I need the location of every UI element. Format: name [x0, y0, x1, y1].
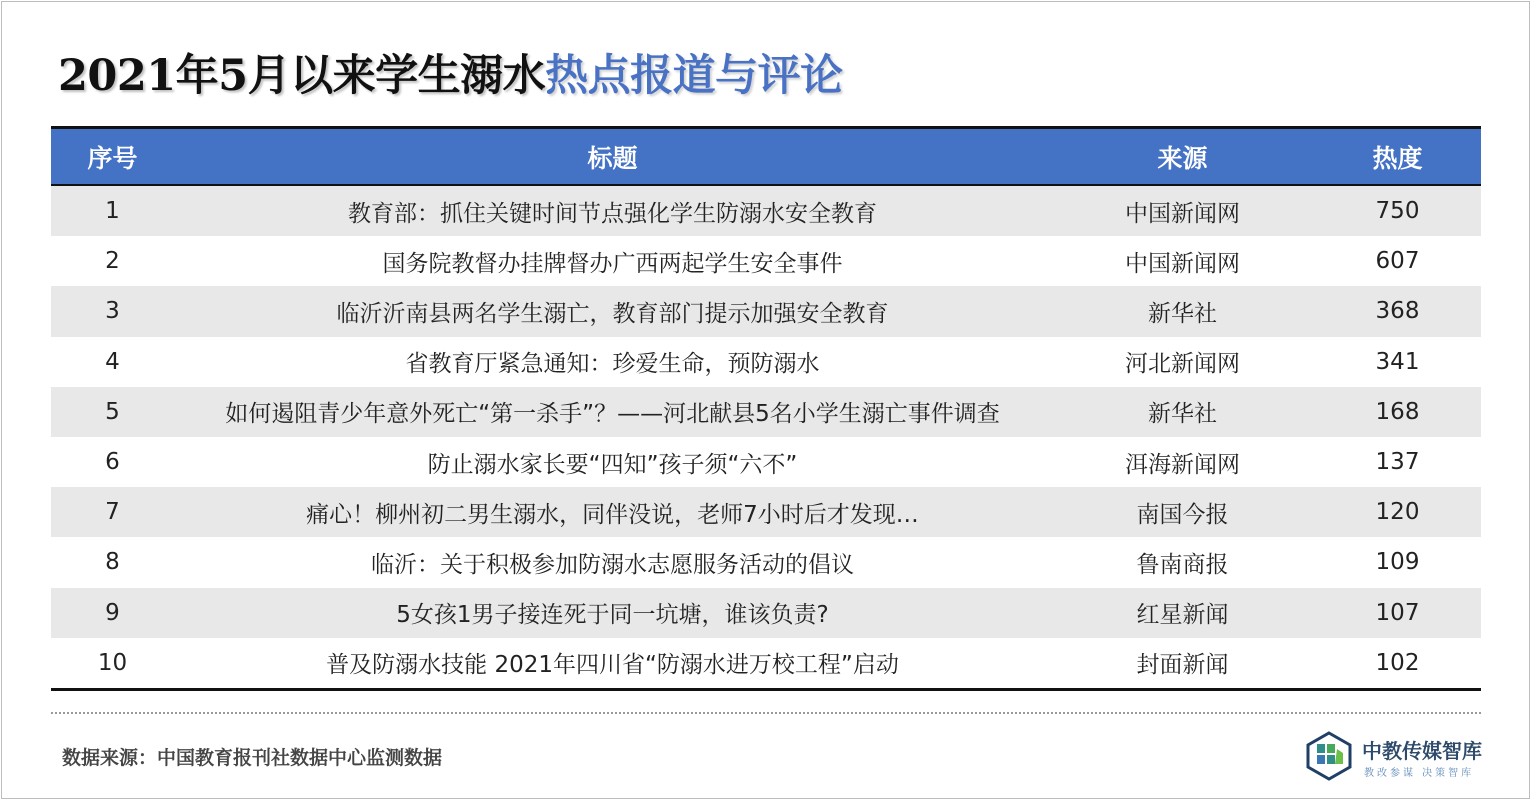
cell-no: 6 [105, 449, 120, 476]
cell-title: 临沂沂南县两名学生溺亡，教育部门提示加强安全教育 [336, 300, 889, 327]
table-row [51, 236, 1481, 286]
brand-logo [1304, 731, 1484, 785]
table-row [51, 487, 1481, 537]
table-header-row [51, 126, 1481, 186]
table-row [51, 286, 1481, 336]
cell-source: 红星新闻 [1136, 602, 1229, 629]
header-heat: 热度 [1372, 143, 1423, 173]
cell-title: 5女孩1男子接连死于同一坑塘，谁该负责? [396, 602, 829, 629]
cell-heat: 137 [1375, 449, 1420, 476]
table-bottom-rule [51, 688, 1481, 691]
cell-no: 4 [105, 348, 120, 375]
cell-no: 7 [105, 499, 120, 526]
title-black-part: 2021年5月以来学生溺水 [58, 51, 546, 101]
cell-title: 国务院教督办挂牌督办广西两起学生安全事件 [382, 250, 843, 277]
brand-logo-icon [1304, 731, 1354, 781]
cell-no: 8 [105, 549, 120, 576]
cell-heat: 109 [1375, 549, 1420, 576]
brand-name: 中教传媒智库 [1362, 739, 1482, 763]
cell-source: 封面新闻 [1136, 652, 1229, 679]
cell-heat: 168 [1375, 398, 1420, 425]
table-row [51, 387, 1481, 437]
table-row [51, 537, 1481, 587]
table-row [51, 437, 1481, 487]
cell-heat: 368 [1375, 298, 1420, 325]
cell-heat: 102 [1375, 649, 1420, 676]
cell-title: 教育部：抓住关键时间节点强化学生防溺水安全教育 [348, 200, 877, 227]
cell-title: 临沂：关于积极参加防溺水志愿服务活动的倡议 [371, 551, 854, 578]
brand-slogan: 教改参谋 决策智库 [1364, 768, 1475, 779]
cell-no: 10 [97, 649, 128, 676]
cell-no: 9 [105, 599, 120, 626]
cell-no: 2 [105, 248, 120, 275]
cell-source: 中国新闻网 [1125, 200, 1240, 227]
cell-source: 洱海新闻网 [1125, 451, 1240, 478]
header-title: 标题 [587, 143, 638, 173]
cell-heat: 120 [1375, 499, 1420, 526]
cell-source: 中国新闻网 [1125, 250, 1240, 277]
table-row [51, 337, 1481, 387]
cell-title: 如何遏阻青少年意外死亡“第一杀手”？——河北献县5名小学生溺亡事件调查 [225, 401, 1000, 428]
table-row [51, 638, 1481, 688]
page-title [58, 44, 843, 108]
cell-source: 南国今报 [1136, 501, 1229, 528]
table-row [51, 588, 1481, 638]
table-row [51, 186, 1481, 236]
news-table [51, 126, 1481, 691]
cell-heat: 107 [1375, 599, 1420, 626]
title-blue-part: 热点报道与评论 [545, 51, 843, 101]
cell-source: 鲁南商报 [1136, 551, 1229, 578]
cell-source: 河北新闻网 [1125, 351, 1240, 378]
cell-heat: 341 [1375, 348, 1420, 375]
cell-title: 普及防溺水技能 2021年四川省“防溺水进万校工程”启动 [326, 652, 899, 679]
cell-no: 3 [105, 298, 120, 325]
cell-no: 1 [105, 198, 120, 225]
cell-title: 痛心！柳州初二男生溺水，同伴没说，老师7小时后才发现… [306, 501, 919, 528]
cell-title: 省教育厅紧急通知：珍爱生命，预防溺水 [405, 351, 820, 378]
cell-no: 5 [105, 398, 120, 425]
cell-source: 新华社 [1148, 401, 1217, 428]
cell-source: 新华社 [1148, 300, 1217, 327]
header-no: 序号 [87, 143, 138, 173]
cell-title: 防止溺水家长要“四知”孩子须“六不” [427, 451, 798, 478]
cell-heat: 607 [1375, 248, 1420, 275]
cell-heat: 750 [1375, 198, 1420, 225]
dotted-divider [51, 712, 1481, 714]
data-source-note: 数据来源：中国教育报刊社数据中心监测数据 [62, 747, 443, 769]
header-source: 来源 [1157, 143, 1208, 173]
